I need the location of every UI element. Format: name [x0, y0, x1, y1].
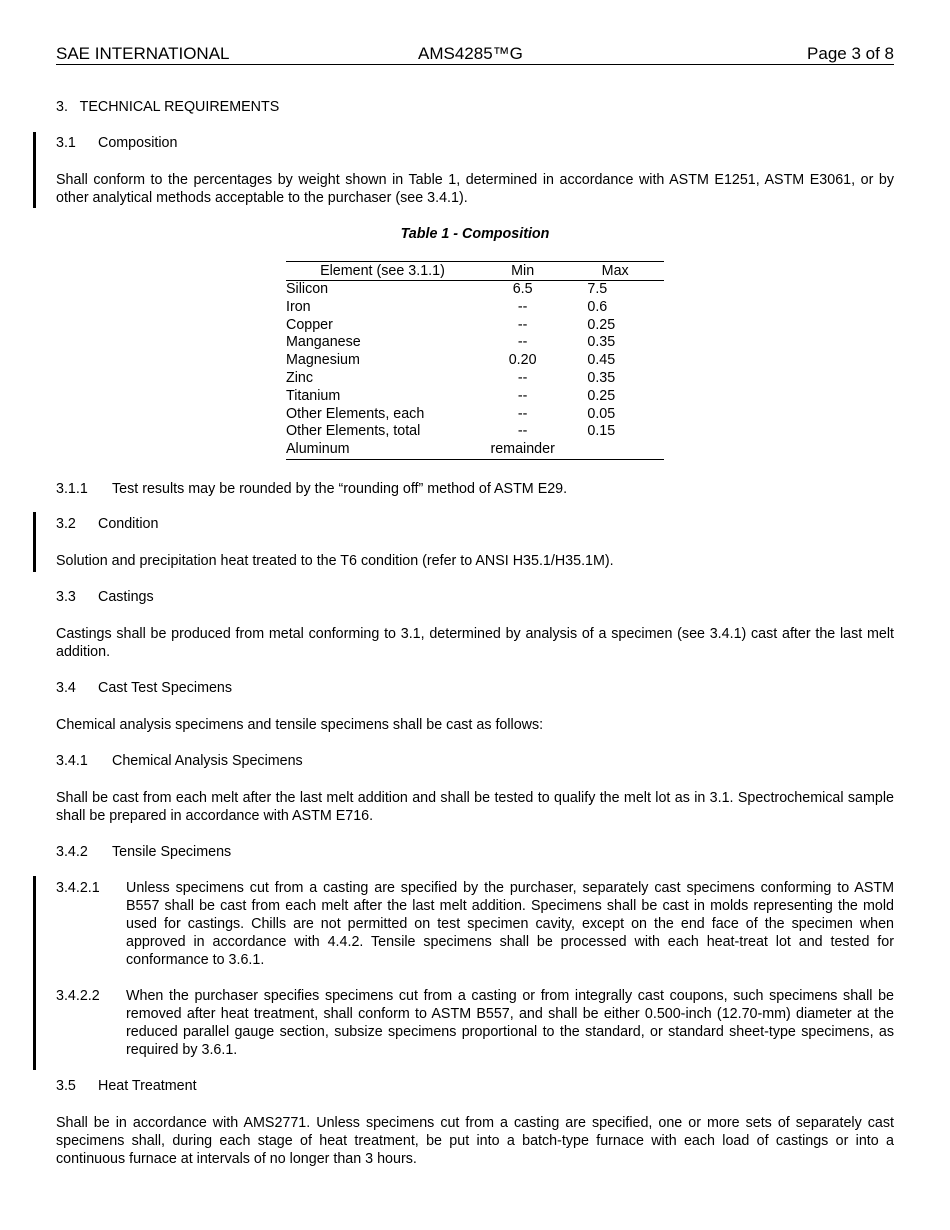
section-3-1-heading [56, 134, 894, 152]
cell-max: 7.5 [587, 281, 608, 297]
change-bar-3-4-2 [33, 876, 36, 1070]
table-header-row [286, 262, 664, 281]
cell-element: Silicon [286, 281, 329, 297]
section-3-4-2-1 [56, 879, 894, 969]
section-3-5-title: Heat Treatment [98, 1078, 197, 1094]
section-3-5-text: Shall be in accordance with AMS2771. Unless specimens cut from a casting are specified, one or more sets of separately cast specimens shall, during each stage of heat treatment, be put into a batch-type furnace with each load of castings or into a continuous furnace at intervals of no longer than 3 hours. [56, 1115, 894, 1167]
cell-element: Copper [286, 316, 333, 333]
header-min: Min [479, 262, 566, 281]
section-3-4-2-number: 3.4.2 [56, 844, 88, 860]
header-page-number: Page 3 of 8 [807, 44, 894, 63]
section-3-4-2-2-number: 3.4.2.2 [56, 988, 100, 1004]
section-3-4-2-1-number: 3.4.2.1 [56, 880, 100, 896]
cell-element: Aluminum [286, 441, 350, 458]
cell-min: -- [517, 334, 528, 351]
section-3-heading [56, 98, 894, 116]
section-3-4-1-number: 3.4.1 [56, 753, 88, 769]
section-3-3-number: 3.3 [56, 589, 76, 605]
section-3-4-2-2 [56, 987, 894, 1059]
section-3-1-title: Composition [98, 135, 178, 151]
section-3-4-2-2-text: When the purchaser specifies specimens cut from a casting or from integrally cast coupons, such specimens shall be removed after heat treatment, shall conform to ASTM B557, and shall be either 0.500-inch (12.70-mm) diameter at the reduced parallel gauge section, subsize specimens proportional to the standard, or standard sheet-type specimens, as required by 3.6.1. [126, 988, 894, 1058]
table-row [286, 423, 664, 441]
cell-min: -- [517, 298, 528, 315]
section-3-4-1-title: Chemical Analysis Specimens [112, 753, 303, 769]
table-row [286, 317, 664, 335]
cell-element: Other Elements, total [286, 423, 421, 440]
table-row [286, 281, 664, 299]
section-3-2-number: 3.2 [56, 516, 76, 532]
cell-max: 0.35 [587, 369, 616, 386]
header-element: Element (see 3.1.1) [286, 262, 479, 281]
section-3-1-1-text: Test results may be rounded by the “rounding off” method of ASTM E29. [112, 481, 568, 497]
table-row [286, 441, 664, 459]
cell-min: 0.20 [508, 352, 537, 369]
cell-element: Manganese [286, 334, 361, 351]
cell-max: 0.35 [587, 334, 616, 351]
cell-element: Titanium [286, 387, 341, 404]
cell-max: 0.15 [587, 423, 616, 440]
section-3-4-text: Chemical analysis specimens and tensile specimens shall be cast as follows: [56, 717, 544, 733]
section-3-number: 3. [56, 99, 68, 115]
section-3-4-2-1-text: Unless specimens cut from a casting are specified by the purchaser, separately cast specimens conforming to ASTM B557 shall be cast from each melt after the last melt addition. Specimens shall be cast in molds representing the mold used for castings. Chills are not permitted on test specimen cavity, except on the end face of the specimen when approved in accordance with 4.4.2. Tensile specimens shall be processed with each heat-treat lot and tested for conformance to 3.6.1. [126, 880, 894, 968]
section-3-4-title: Cast Test Specimens [98, 680, 233, 696]
cell-max: 0.45 [587, 352, 616, 369]
change-bar-3-1 [33, 132, 36, 208]
section-3-2-title: Condition [98, 516, 159, 532]
section-3-2-heading [56, 515, 894, 533]
cell-element: Iron [286, 298, 311, 315]
section-3-1-1 [56, 480, 894, 498]
cell-min: -- [517, 387, 528, 404]
table-row [286, 352, 664, 370]
header-org: SAE INTERNATIONAL [56, 44, 230, 63]
cell-element: Zinc [286, 369, 314, 386]
section-3-title: TECHNICAL REQUIREMENTS [79, 99, 280, 115]
cell-min: -- [517, 405, 528, 422]
section-3-5-heading [56, 1077, 894, 1095]
section-3-4-1-heading [56, 752, 894, 770]
section-3-4-1-text: Shall be cast from each melt after the last melt addition and shall be tested to qualify the melt lot as in 3.1. Spectrochemical sample shall be prepared in accordance with ASTM E716. [56, 790, 894, 824]
section-3-4-2-heading [56, 843, 894, 861]
cell-max: 0.6 [587, 298, 608, 315]
table-row [286, 370, 664, 388]
cell-min: -- [517, 369, 528, 386]
cell-element: Other Elements, each [286, 405, 425, 422]
cell-min: 6.5 [512, 281, 533, 297]
cell-element: Magnesium [286, 352, 360, 369]
cell-max: 0.25 [587, 387, 616, 404]
section-3-3-title: Castings [98, 589, 154, 605]
section-3-1-text: Shall conform to the percentages by weight shown in Table 1, determined in accordance with ASTM E1251, ASTM E3061, or by other analytical methods acceptable to the purchaser (see 3.4.1). [56, 172, 894, 206]
composition-table [286, 261, 664, 460]
table-row [286, 334, 664, 352]
page-header [56, 44, 894, 65]
cell-min: -- [517, 423, 528, 440]
cell-min: remainder [490, 441, 555, 458]
table-1-title: Table 1 - Composition [400, 226, 550, 242]
cell-max [566, 441, 664, 459]
table-row [286, 299, 664, 317]
section-3-2-text: Solution and precipitation heat treated to the T6 condition (refer to ANSI H35.1/H35.1M). [56, 553, 614, 569]
cell-max: 0.05 [587, 405, 616, 422]
section-3-4-heading [56, 679, 894, 697]
section-3-1-1-number: 3.1.1 [56, 481, 88, 497]
cell-min: -- [517, 316, 528, 333]
section-3-4-2-title: Tensile Specimens [112, 844, 232, 860]
section-3-1-number: 3.1 [56, 135, 76, 151]
header-max: Max [566, 262, 664, 281]
section-3-5-number: 3.5 [56, 1078, 76, 1094]
change-bar-3-2 [33, 512, 36, 572]
section-3-3-heading [56, 588, 894, 606]
header-doc-number: AMS4285™G [418, 44, 523, 63]
table-row [286, 406, 664, 424]
table-row [286, 388, 664, 406]
cell-max: 0.25 [587, 316, 616, 333]
section-3-3-text: Castings shall be produced from metal conforming to 3.1, determined by analysis of a specimen (see 3.4.1) cast after the last melt addition. [56, 626, 894, 660]
section-3-4-number: 3.4 [56, 680, 76, 696]
